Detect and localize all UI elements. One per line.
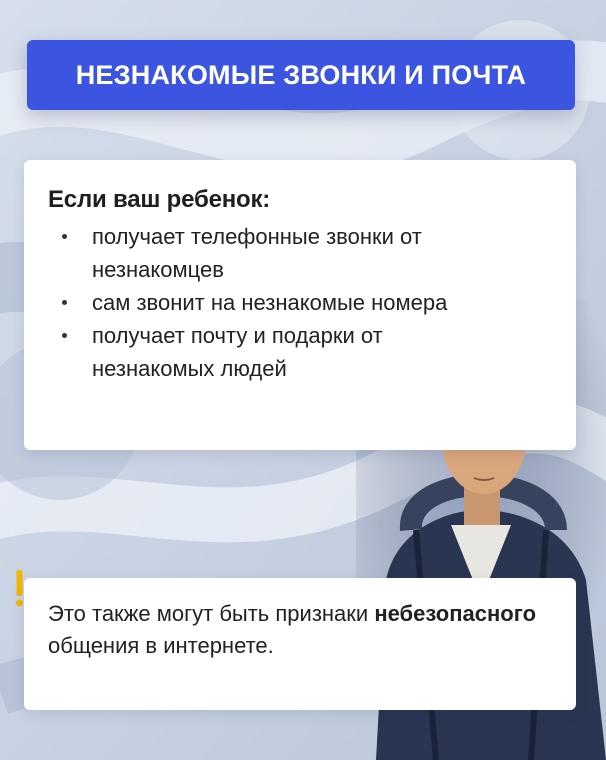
exclamation-icon <box>15 570 24 608</box>
page-title: НЕЗНАКОМЫЕ ЗВОНКИ И ПОЧТА <box>75 59 527 90</box>
note-text-start: Это также могут быть признаки <box>48 601 375 626</box>
note-text-emphasis: небезопасного <box>374 601 537 626</box>
list-item <box>48 286 492 319</box>
signs-list <box>48 220 492 385</box>
bullet-icon <box>62 300 67 305</box>
list-item-text: получает телефонные звонки от незнакомцев <box>92 224 422 282</box>
bullet-icon <box>62 234 67 239</box>
list-item-text: получает почту и подарки от незнакомых людей <box>92 323 383 381</box>
bullet-icon <box>62 333 67 338</box>
title-banner <box>27 40 575 110</box>
list-item-text: сам звонит на незнакомые номера <box>92 290 448 315</box>
signs-card <box>24 160 576 450</box>
warning-note-card <box>24 578 576 710</box>
list-item <box>48 220 492 286</box>
warning-note-text <box>48 598 548 662</box>
list-item <box>48 319 492 385</box>
card-heading: Если ваш ребенок: <box>48 186 271 213</box>
note-text-end: общения в интернете. <box>48 633 274 658</box>
